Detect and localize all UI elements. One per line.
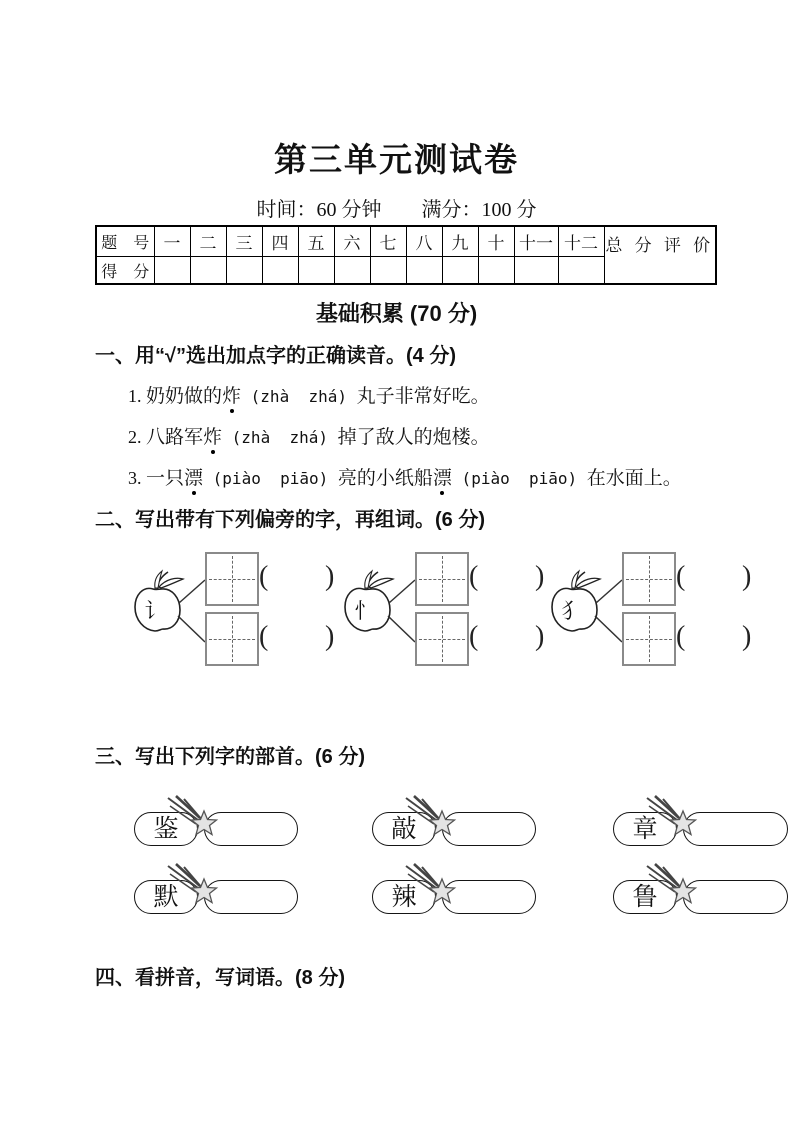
question-item <box>128 381 728 422</box>
question-column: 九 <box>442 226 478 257</box>
emphasized-character: 漂 <box>184 463 203 490</box>
question-column: 十一 <box>514 226 558 257</box>
radical-pill-group <box>613 812 793 852</box>
radical-pill-group <box>372 880 602 920</box>
writing-grid-box <box>205 612 259 666</box>
emphasized-character: 炸 <box>203 422 222 449</box>
shooting-star-icon <box>164 794 224 840</box>
radical-pill-group <box>372 812 602 852</box>
question-item <box>128 422 728 463</box>
question-column: 六 <box>334 226 370 257</box>
question-3-row-1 <box>0 812 793 862</box>
shooting-star-icon <box>643 862 703 908</box>
radical-character: 讠 <box>144 599 166 623</box>
question-column: 四 <box>262 226 298 257</box>
question-number-label: 题 号 <box>96 226 154 257</box>
shooting-star-icon <box>164 862 224 908</box>
score-cell <box>190 257 226 285</box>
radical-apple-group <box>128 548 343 703</box>
answer-paren-open: ( <box>469 621 479 652</box>
radical-pill-group <box>134 880 364 920</box>
score-cell <box>406 257 442 285</box>
sentence-text: 2. <box>128 427 146 447</box>
section-heading: 基础积累 (70 分) <box>315 301 478 326</box>
shooting-star-icon <box>402 794 462 840</box>
radical-apple-group <box>338 548 553 703</box>
score-cell <box>558 257 604 285</box>
emphasized-character: 漂 <box>433 463 452 490</box>
question-column: 十 <box>478 226 514 257</box>
question-item <box>128 463 728 504</box>
answer-paren-open: ( <box>259 561 269 592</box>
question-1-items <box>128 381 728 504</box>
pinyin-options: (zhà zhá) <box>241 387 357 406</box>
target-character: 鲁 <box>632 883 658 911</box>
target-character: 章 <box>632 815 658 843</box>
answer-paren-close: ) <box>742 621 752 652</box>
radical-pill-group <box>613 880 793 920</box>
shooting-star-icon <box>643 794 703 840</box>
question-4-heading: 四、看拼音，写词语。(8 分) <box>95 967 345 989</box>
question-column: 二 <box>190 226 226 257</box>
answer-paren-close: ) <box>742 561 752 592</box>
answer-paren-close: ) <box>325 621 335 652</box>
question-column: 三 <box>226 226 262 257</box>
answer-paren-open: ( <box>469 561 479 592</box>
question-column: 七 <box>370 226 406 257</box>
score-cell <box>478 257 514 285</box>
target-character: 默 <box>153 883 179 911</box>
writing-grid-box <box>622 552 676 606</box>
sentence-text: 3. <box>128 468 146 488</box>
score-cell <box>514 257 558 285</box>
score-table <box>95 225 717 285</box>
question-column: 八 <box>406 226 442 257</box>
radical-character: 忄 <box>354 599 376 623</box>
sentence-text: 奶奶做的 <box>146 386 223 407</box>
question-2-heading: 二、写出带有下列偏旁的字，再组词。(6 分) <box>95 509 485 531</box>
question-column: 五 <box>298 226 334 257</box>
emphasized-character: 炸 <box>222 381 241 408</box>
sentence-text: 1. <box>128 386 146 406</box>
total-evaluation-cell: 总 分 评 价 <box>604 226 716 284</box>
sentence-text: 掉了敌人的炮楼。 <box>337 427 490 448</box>
score-cell <box>370 257 406 285</box>
score-cell <box>298 257 334 285</box>
pinyin-options: (piào piāo) <box>203 469 338 488</box>
answer-paren-open: ( <box>259 621 269 652</box>
answer-paren-close: ) <box>535 561 545 592</box>
question-3-heading: 三、写出下列字的部首。(6 分) <box>95 746 365 768</box>
writing-grid-box <box>415 612 469 666</box>
target-character: 敲 <box>391 815 417 843</box>
time-score-meta: 时间：60 分钟 满分：100 分 <box>256 199 537 221</box>
pinyin-options: (piào piāo) <box>451 469 587 488</box>
question-3-row-2 <box>0 880 793 930</box>
radical-pill-group <box>134 812 364 852</box>
answer-paren-open: ( <box>676 621 686 652</box>
writing-grid-box <box>415 552 469 606</box>
answer-paren-close: ) <box>535 621 545 652</box>
target-character: 辣 <box>391 883 417 911</box>
pinyin-options: (zhà zhá) <box>222 428 338 447</box>
writing-grid-box <box>205 552 259 606</box>
sentence-text: 丸子非常好吃。 <box>356 386 490 407</box>
score-cell <box>334 257 370 285</box>
score-cell <box>262 257 298 285</box>
radical-character: 犭 <box>561 599 583 623</box>
score-cell <box>154 257 190 285</box>
target-character: 鉴 <box>153 815 179 843</box>
sentence-text: 在水面上。 <box>586 468 682 489</box>
question-column: 一 <box>154 226 190 257</box>
score-cell <box>442 257 478 285</box>
question-column: 十二 <box>558 226 604 257</box>
writing-grid-box <box>622 612 676 666</box>
score-cell <box>226 257 262 285</box>
sentence-text: 亮的小纸船 <box>337 468 433 489</box>
page-title: 第三单元测试卷 <box>274 141 519 178</box>
score-row-label: 得 分 <box>96 257 154 285</box>
question-2-diagram <box>0 548 793 708</box>
shooting-star-icon <box>402 862 462 908</box>
answer-paren-close: ) <box>325 561 335 592</box>
sentence-text: 一只 <box>146 468 185 489</box>
answer-paren-open: ( <box>676 561 686 592</box>
sentence-text: 八路军 <box>146 427 204 448</box>
radical-apple-group <box>545 548 760 703</box>
question-1-heading: 一、用“√”选出加点字的正确读音。(4 分) <box>95 345 456 367</box>
